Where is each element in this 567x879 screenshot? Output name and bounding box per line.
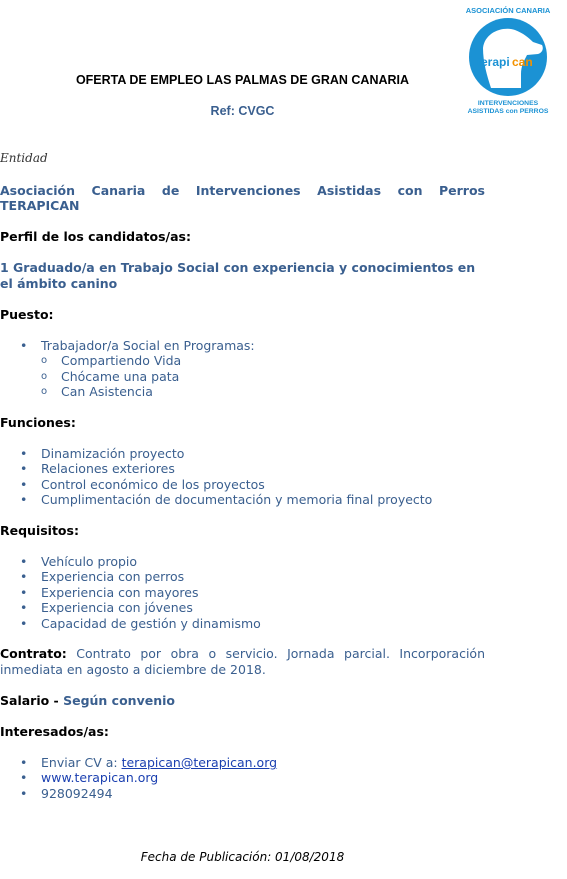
funciones-heading: Funciones: bbox=[0, 415, 76, 430]
interesados-list bbox=[20, 755, 277, 801]
puesto-item: Trabajador/a Social en Programas: bbox=[41, 338, 255, 353]
logo-top-text: ASOCIACIÓN CANARIA bbox=[465, 6, 551, 15]
list-item bbox=[20, 755, 277, 770]
list-item bbox=[20, 770, 277, 785]
perfil-text: 1 Graduado/a en Trabajo Social con experiencia y conocimientos en el ámbito canino bbox=[0, 260, 476, 291]
list-item: • Experiencia con jóvenes bbox=[20, 600, 261, 615]
list-item: o Chócame una pata bbox=[20, 369, 255, 384]
list-item: • 928092494 bbox=[20, 786, 277, 801]
list-item: • Capacidad de gestión y dinamismo bbox=[20, 616, 261, 631]
logo-bottom-text bbox=[459, 100, 557, 116]
list-item: • Experiencia con perros bbox=[20, 569, 261, 584]
email-link[interactable]: terapican@terapican.org bbox=[121, 755, 278, 770]
list-item: • Vehículo propio bbox=[20, 554, 261, 569]
list-item: • Dinamización proyecto bbox=[20, 446, 432, 461]
requisitos-heading: Requisitos: bbox=[0, 523, 79, 538]
logo-name-b: can bbox=[512, 55, 533, 69]
interesados-heading: Interesados/as: bbox=[0, 724, 109, 739]
contrato-paragraph bbox=[0, 646, 485, 677]
contrato-label: Contrato: bbox=[0, 646, 67, 661]
list-item: • Experiencia con mayores bbox=[20, 585, 261, 600]
salario-line bbox=[0, 693, 175, 708]
funciones-list bbox=[20, 446, 432, 508]
reference-code: Ref: CVGC bbox=[210, 104, 275, 118]
list-item: o Compartiendo Vida bbox=[20, 353, 255, 368]
contrato-text: Contrato por obra o servicio. Jornada parcial. Incorporación inmediata en agosto a diciembre de 2018. bbox=[0, 646, 485, 677]
list-item: • Cumplimentación de documentación y memoria final proyecto bbox=[20, 492, 432, 507]
terapican-logo bbox=[463, 3, 553, 118]
dog-head-icon bbox=[469, 18, 547, 96]
puesto-sublist bbox=[20, 353, 255, 399]
salario-sep: - bbox=[49, 693, 64, 708]
entidad-label: Entidad bbox=[0, 151, 48, 165]
puesto-heading: Puesto: bbox=[0, 307, 54, 322]
list-item: • Relaciones exteriores bbox=[20, 461, 432, 476]
logo-bottom-line2: ASISTIDAS con PERROS bbox=[467, 108, 549, 115]
perfil-heading: Perfil de los candidatos/as: bbox=[0, 229, 191, 244]
logo-name-a: terapi bbox=[477, 55, 510, 69]
website-link[interactable]: www.terapican.org bbox=[41, 770, 159, 786]
requisitos-list bbox=[20, 554, 261, 631]
list-item: • Control económico de los proyectos bbox=[20, 477, 432, 492]
list-item bbox=[20, 338, 255, 400]
page-title: OFERTA DE EMPLEO LAS PALMAS DE GRAN CANARIA bbox=[75, 73, 410, 87]
list-item: o Can Asistencia bbox=[20, 384, 255, 399]
salario-label: Salario bbox=[0, 693, 50, 708]
cv-prefix: Enviar CV a: bbox=[41, 755, 122, 770]
puesto-list bbox=[20, 338, 255, 400]
salario-value: Según convenio bbox=[63, 693, 175, 708]
publication-date: Fecha de Publicación: 01/08/2018 bbox=[140, 850, 345, 864]
entidad-name-line2: TERAPICAN bbox=[0, 198, 80, 213]
entidad-name-line1: Asociación Canaria de Intervenciones Asistidas con Perros bbox=[0, 183, 485, 198]
logo-bottom-line1: INTERVENCIONES bbox=[477, 100, 539, 107]
